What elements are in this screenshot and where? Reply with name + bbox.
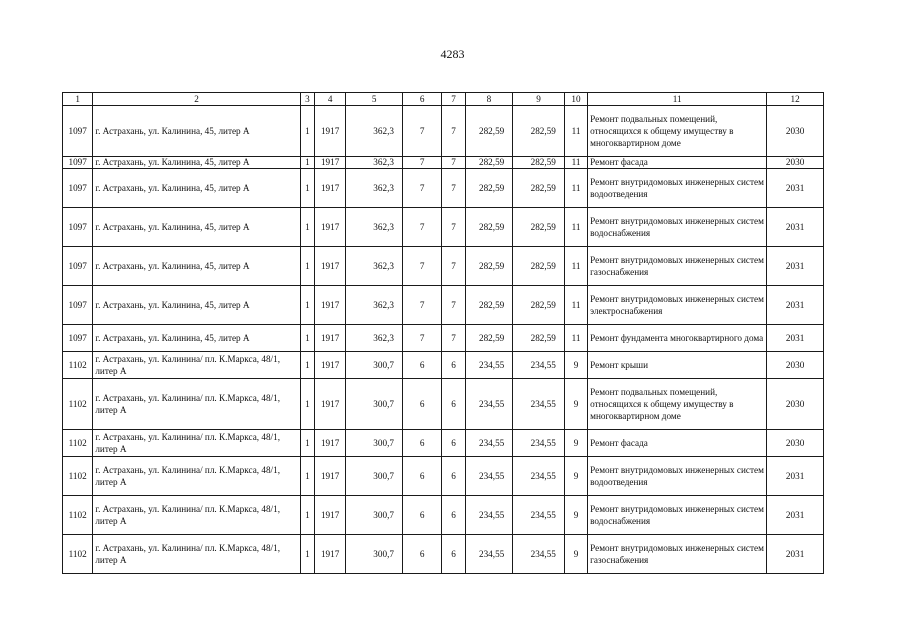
year-cell: 1917 xyxy=(314,286,345,325)
cost2-cell: 234,55 xyxy=(513,457,565,496)
address-cell: г. Астрахань, ул. Калинина/ пл. К.Маркса, 48/1, литер А xyxy=(93,430,300,457)
work-type-cell: Ремонт подвальных помещений, относящихся к общему имуществу в многоквартирном доме xyxy=(588,379,767,430)
col10-cell: 11 xyxy=(564,208,587,247)
year-cell: 1917 xyxy=(314,169,345,208)
table-row xyxy=(63,379,824,430)
house-id-cell: 1097 xyxy=(63,208,93,247)
plan-year-cell: 2030 xyxy=(767,430,824,457)
table-row xyxy=(63,457,824,496)
plan-year-cell: 2030 xyxy=(767,157,824,169)
count-cell: 1 xyxy=(300,286,314,325)
work-type-cell: Ремонт фасада xyxy=(588,430,767,457)
count-cell: 1 xyxy=(300,208,314,247)
column-header: 10 xyxy=(564,93,587,106)
address-cell: г. Астрахань, ул. Калинина, 45, литер А xyxy=(93,247,300,286)
address-cell: г. Астрахань, ул. Калинина, 45, литер А xyxy=(93,169,300,208)
work-type-cell: Ремонт внутридомовых инженерных систем электроснабжения xyxy=(588,286,767,325)
cost-cell: 282,59 xyxy=(465,157,513,169)
house-id-cell: 1097 xyxy=(63,106,93,157)
year-cell: 1917 xyxy=(314,535,345,574)
house-id-cell: 1097 xyxy=(63,247,93,286)
col6-cell: 7 xyxy=(402,106,441,157)
column-header: 5 xyxy=(346,93,403,106)
col6-cell: 6 xyxy=(402,352,441,379)
column-header: 1 xyxy=(63,93,93,106)
col6-cell: 7 xyxy=(402,169,441,208)
work-type-cell: Ремонт фундамента многоквартирного дома xyxy=(588,325,767,352)
table-row xyxy=(63,208,824,247)
area-cell: 362,3 xyxy=(346,106,403,157)
count-cell: 1 xyxy=(300,496,314,535)
col7-cell: 7 xyxy=(442,247,465,286)
col6-cell: 7 xyxy=(402,286,441,325)
column-header: 8 xyxy=(465,93,513,106)
col10-cell: 9 xyxy=(564,430,587,457)
cost2-cell: 282,59 xyxy=(513,247,565,286)
cost2-cell: 234,55 xyxy=(513,496,565,535)
address-cell: г. Астрахань, ул. Калинина/ пл. К.Маркса, 48/1, литер А xyxy=(93,535,300,574)
table-row xyxy=(63,157,824,169)
count-cell: 1 xyxy=(300,169,314,208)
cost2-cell: 234,55 xyxy=(513,352,565,379)
year-cell: 1917 xyxy=(314,157,345,169)
cost2-cell: 282,59 xyxy=(513,286,565,325)
cost-cell: 234,55 xyxy=(465,535,513,574)
house-id-cell: 1102 xyxy=(63,457,93,496)
col6-cell: 7 xyxy=(402,325,441,352)
col7-cell: 6 xyxy=(442,430,465,457)
count-cell: 1 xyxy=(300,430,314,457)
col6-cell: 7 xyxy=(402,157,441,169)
area-cell: 300,7 xyxy=(346,430,403,457)
address-cell: г. Астрахань, ул. Калинина/ пл. К.Маркса, 48/1, литер А xyxy=(93,352,300,379)
area-cell: 300,7 xyxy=(346,457,403,496)
cost-cell: 234,55 xyxy=(465,430,513,457)
capital-repair-table xyxy=(62,92,824,574)
table-row xyxy=(63,247,824,286)
plan-year-cell: 2030 xyxy=(767,106,824,157)
col10-cell: 9 xyxy=(564,352,587,379)
cost-cell: 234,55 xyxy=(465,457,513,496)
col7-cell: 6 xyxy=(442,457,465,496)
column-number-row xyxy=(63,93,824,106)
count-cell: 1 xyxy=(300,379,314,430)
page-number: 4283 xyxy=(440,47,465,61)
count-cell: 1 xyxy=(300,325,314,352)
area-cell: 362,3 xyxy=(346,157,403,169)
table-row xyxy=(63,106,824,157)
table-row xyxy=(63,169,824,208)
address-cell: г. Астрахань, ул. Калинина, 45, литер А xyxy=(93,106,300,157)
area-cell: 362,3 xyxy=(346,247,403,286)
cost2-cell: 282,59 xyxy=(513,106,565,157)
col7-cell: 7 xyxy=(442,286,465,325)
cost-cell: 282,59 xyxy=(465,106,513,157)
work-type-cell: Ремонт подвальных помещений, относящихся к общему имуществу в многоквартирном доме xyxy=(588,106,767,157)
plan-year-cell: 2031 xyxy=(767,169,824,208)
cost2-cell: 234,55 xyxy=(513,535,565,574)
year-cell: 1917 xyxy=(314,430,345,457)
col7-cell: 7 xyxy=(442,169,465,208)
count-cell: 1 xyxy=(300,247,314,286)
area-cell: 300,7 xyxy=(346,535,403,574)
work-type-cell: Ремонт фасада xyxy=(588,157,767,169)
address-cell: г. Астрахань, ул. Калинина, 45, литер А xyxy=(93,157,300,169)
year-cell: 1917 xyxy=(314,457,345,496)
table-row xyxy=(63,535,824,574)
cost2-cell: 282,59 xyxy=(513,169,565,208)
cost-cell: 234,55 xyxy=(465,496,513,535)
area-cell: 300,7 xyxy=(346,379,403,430)
house-id-cell: 1097 xyxy=(63,157,93,169)
plan-year-cell: 2030 xyxy=(767,379,824,430)
col10-cell: 11 xyxy=(564,169,587,208)
column-header: 11 xyxy=(588,93,767,106)
count-cell: 1 xyxy=(300,535,314,574)
col7-cell: 7 xyxy=(442,106,465,157)
area-cell: 362,3 xyxy=(346,325,403,352)
work-type-cell: Ремонт внутридомовых инженерных систем водоотведения xyxy=(588,457,767,496)
plan-year-cell: 2031 xyxy=(767,325,824,352)
year-cell: 1917 xyxy=(314,247,345,286)
cost-cell: 282,59 xyxy=(465,286,513,325)
work-type-cell: Ремонт внутридомовых инженерных систем газоснабжения xyxy=(588,247,767,286)
cost-cell: 282,59 xyxy=(465,169,513,208)
cost-cell: 282,59 xyxy=(465,325,513,352)
address-cell: г. Астрахань, ул. Калинина, 45, литер А xyxy=(93,208,300,247)
table-row xyxy=(63,325,824,352)
area-cell: 362,3 xyxy=(346,208,403,247)
col7-cell: 7 xyxy=(442,325,465,352)
col6-cell: 6 xyxy=(402,535,441,574)
house-id-cell: 1102 xyxy=(63,496,93,535)
work-type-cell: Ремонт внутридомовых инженерных систем водоотведения xyxy=(588,169,767,208)
table-row xyxy=(63,496,824,535)
house-id-cell: 1102 xyxy=(63,379,93,430)
plan-year-cell: 2031 xyxy=(767,457,824,496)
cost2-cell: 282,59 xyxy=(513,325,565,352)
col10-cell: 11 xyxy=(564,106,587,157)
col6-cell: 6 xyxy=(402,379,441,430)
cost-cell: 234,55 xyxy=(465,379,513,430)
count-cell: 1 xyxy=(300,106,314,157)
plan-year-cell: 2031 xyxy=(767,496,824,535)
column-header: 7 xyxy=(442,93,465,106)
count-cell: 1 xyxy=(300,352,314,379)
column-header: 2 xyxy=(93,93,300,106)
cost-cell: 282,59 xyxy=(465,208,513,247)
year-cell: 1917 xyxy=(314,379,345,430)
year-cell: 1917 xyxy=(314,496,345,535)
col10-cell: 11 xyxy=(564,325,587,352)
work-type-cell: Ремонт внутридомовых инженерных систем газоснабжения xyxy=(588,535,767,574)
table-row xyxy=(63,286,824,325)
column-header: 12 xyxy=(767,93,824,106)
address-cell: г. Астрахань, ул. Калинина/ пл. К.Маркса, 48/1, литер А xyxy=(93,496,300,535)
col7-cell: 7 xyxy=(442,208,465,247)
cost-cell: 234,55 xyxy=(465,352,513,379)
cost2-cell: 234,55 xyxy=(513,379,565,430)
plan-year-cell: 2030 xyxy=(767,352,824,379)
cost-cell: 282,59 xyxy=(465,247,513,286)
plan-year-cell: 2031 xyxy=(767,247,824,286)
table-row xyxy=(63,352,824,379)
col10-cell: 9 xyxy=(564,496,587,535)
table-body xyxy=(63,93,824,574)
col7-cell: 6 xyxy=(442,496,465,535)
col10-cell: 9 xyxy=(564,457,587,496)
work-type-cell: Ремонт внутридомовых инженерных систем водоснабжения xyxy=(588,208,767,247)
cost2-cell: 234,55 xyxy=(513,430,565,457)
col10-cell: 11 xyxy=(564,247,587,286)
year-cell: 1917 xyxy=(314,208,345,247)
col10-cell: 9 xyxy=(564,535,587,574)
column-header: 6 xyxy=(402,93,441,106)
col7-cell: 6 xyxy=(442,535,465,574)
address-cell: г. Астрахань, ул. Калинина, 45, литер А xyxy=(93,325,300,352)
cost2-cell: 282,59 xyxy=(513,208,565,247)
col6-cell: 6 xyxy=(402,457,441,496)
house-id-cell: 1102 xyxy=(63,352,93,379)
area-cell: 362,3 xyxy=(346,169,403,208)
col6-cell: 7 xyxy=(402,208,441,247)
address-cell: г. Астрахань, ул. Калинина/ пл. К.Маркса, 48/1, литер А xyxy=(93,379,300,430)
house-id-cell: 1102 xyxy=(63,535,93,574)
house-id-cell: 1097 xyxy=(63,169,93,208)
plan-year-cell: 2031 xyxy=(767,208,824,247)
col10-cell: 9 xyxy=(564,379,587,430)
plan-year-cell: 2031 xyxy=(767,535,824,574)
count-cell: 1 xyxy=(300,157,314,169)
year-cell: 1917 xyxy=(314,106,345,157)
work-type-cell: Ремонт внутридомовых инженерных систем водоснабжения xyxy=(588,496,767,535)
column-header: 4 xyxy=(314,93,345,106)
year-cell: 1917 xyxy=(314,325,345,352)
work-type-cell: Ремонт крыши xyxy=(588,352,767,379)
area-cell: 300,7 xyxy=(346,352,403,379)
col10-cell: 11 xyxy=(564,157,587,169)
address-cell: г. Астрахань, ул. Калинина, 45, литер А xyxy=(93,286,300,325)
col10-cell: 11 xyxy=(564,286,587,325)
col6-cell: 6 xyxy=(402,496,441,535)
col7-cell: 6 xyxy=(442,352,465,379)
column-header: 3 xyxy=(300,93,314,106)
year-cell: 1917 xyxy=(314,352,345,379)
address-cell: г. Астрахань, ул. Калинина/ пл. К.Маркса, 48/1, литер А xyxy=(93,457,300,496)
cost2-cell: 282,59 xyxy=(513,157,565,169)
col7-cell: 7 xyxy=(442,157,465,169)
count-cell: 1 xyxy=(300,457,314,496)
plan-year-cell: 2031 xyxy=(767,286,824,325)
table-row xyxy=(63,430,824,457)
house-id-cell: 1097 xyxy=(63,325,93,352)
area-cell: 300,7 xyxy=(346,496,403,535)
col7-cell: 6 xyxy=(442,379,465,430)
col6-cell: 6 xyxy=(402,430,441,457)
col6-cell: 7 xyxy=(402,247,441,286)
house-id-cell: 1097 xyxy=(63,286,93,325)
area-cell: 362,3 xyxy=(346,286,403,325)
column-header: 9 xyxy=(513,93,565,106)
house-id-cell: 1102 xyxy=(63,430,93,457)
